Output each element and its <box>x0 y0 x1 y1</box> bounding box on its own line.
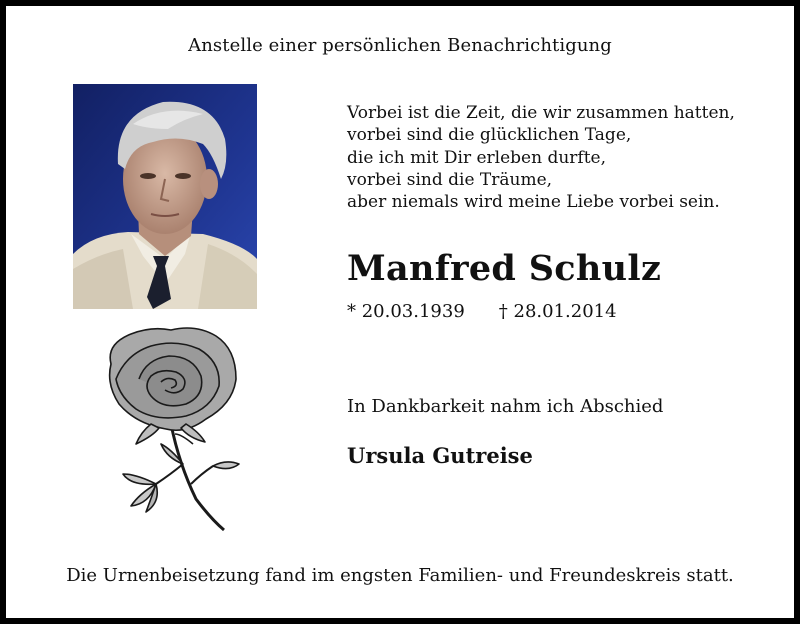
poem-line: die ich mit Dir erleben durfte, <box>347 147 607 168</box>
poem <box>347 102 735 213</box>
mourner-name: Ursula Gutreise <box>347 443 533 468</box>
deceased-name: Manfred Schulz <box>347 248 662 289</box>
poem-line: Vorbei ist die Zeit, die wir zusammen hatten, <box>347 103 735 123</box>
poem-line: vorbei sind die Träume, <box>347 169 553 190</box>
thanks-line: In Dankbarkeit nahm ich Abschied <box>347 396 664 417</box>
footer-line: Die Urnenbeisetzung fand im engsten Familien- und Freundeskreis statt. <box>66 565 734 586</box>
header-line: Anstelle einer persönlichen Benachrichtigung <box>188 35 612 56</box>
poem-line: vorbei sind die glücklichen Tage, <box>347 125 632 146</box>
birth-date: * 20.03.1939 <box>347 301 465 322</box>
poem-line: aber niemals wird meine Liebe vorbei sein. <box>347 192 720 213</box>
death-date: † 28.01.2014 <box>498 301 617 322</box>
rose-illustration <box>101 324 246 534</box>
life-dates <box>347 301 617 322</box>
portrait-photo <box>73 84 257 309</box>
